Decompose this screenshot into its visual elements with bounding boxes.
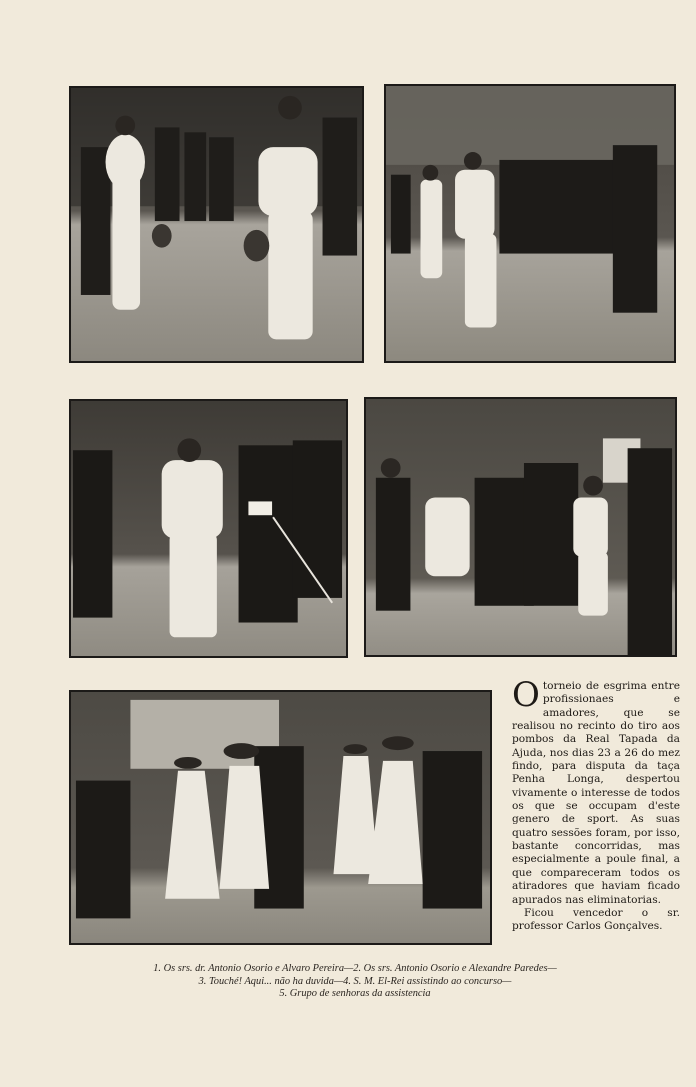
caption-line-2: 3. Touché! Aqui... não ha duvida—4. S. M. El-Rei assistindo ao concurso— — [198, 975, 512, 987]
photo-captions — [60, 963, 650, 1001]
article-paragraph-2: Ficou vencedor o sr. professor Carlos Gonçalves. — [512, 906, 680, 933]
photo-5-group-of-ladies — [69, 690, 492, 945]
photo-4-king-watching — [364, 397, 677, 657]
photo-3-touche — [69, 399, 348, 658]
article-text — [512, 675, 680, 934]
drop-cap: O — [512, 675, 540, 715]
photo-2-fencers-lunge — [384, 84, 676, 363]
caption-line-1: 1. Os srs. dr. Antonio Osorio e Alvaro Pereira—2. Os srs. Antonio Osorio e Alexandre Paredes— — [153, 963, 557, 974]
article-paragraph-1: Otorneio de esgrima entre profissionaes e amadores, que se realisou no recinto do tiro aos pombos da Real Tapada da Ajuda, nos dias 23 a 26 do mez findo, para disputa da taça Penha Longa, despertou vivamente o interesse de todos os que se occupam d'este genero de sport. As suas quatro sessões foram, por isso, bastante concorridas, mas especialmente a poule final, a que compareceram todos os atiradores que haviam ficado apurados nas eliminatorias. — [512, 675, 680, 906]
photo-1-fencers-saluting — [69, 86, 364, 363]
caption-line-3: 5. Grupo de senhoras da assistencia — [279, 988, 431, 1000]
